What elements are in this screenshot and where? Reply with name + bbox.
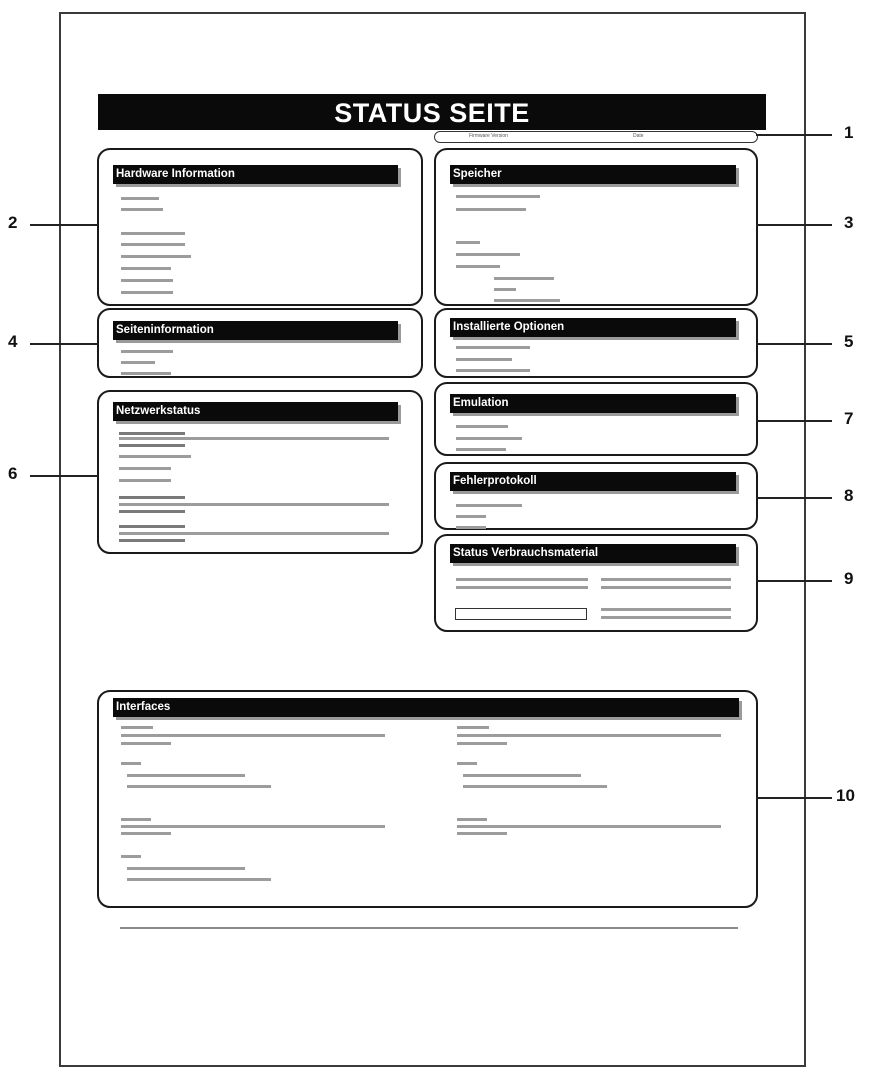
text-line [494, 288, 516, 291]
text-line [121, 762, 141, 765]
status-verbrauchsmaterial-header: Status Verbrauchsmaterial [450, 544, 736, 563]
callout-line-5 [756, 343, 832, 345]
callout-line-9 [756, 580, 832, 582]
text-line [119, 510, 185, 513]
text-line [456, 578, 588, 581]
firmware-label: Firmware Version [469, 133, 508, 139]
text-line [121, 291, 173, 294]
text-line [456, 586, 588, 589]
text-line [456, 253, 520, 256]
text-line [456, 241, 480, 244]
text-line [121, 832, 171, 835]
text-line [121, 350, 173, 353]
callout-number-4: 4 [8, 332, 18, 351]
text-line [463, 774, 581, 777]
callout-line-3 [756, 224, 832, 226]
netzwerkstatus-box [97, 390, 423, 554]
text-line [127, 867, 245, 870]
text-line [456, 425, 508, 428]
text-line [456, 526, 486, 529]
text-line [121, 255, 191, 258]
text-line [121, 825, 385, 828]
text-line [121, 742, 171, 745]
callout-number-3: 3 [844, 213, 854, 232]
netzwerkstatus-header: Netzwerkstatus [113, 402, 398, 421]
text-line [457, 832, 507, 835]
toner-level-bar [455, 608, 587, 620]
text-line [457, 762, 477, 765]
text-line [494, 299, 560, 302]
callout-number-9: 9 [844, 569, 854, 588]
text-line [457, 818, 487, 821]
text-line [601, 578, 731, 581]
text-line [119, 496, 185, 499]
text-line [121, 818, 151, 821]
fehlerprotokoll-header: Fehlerprotokoll [450, 472, 736, 491]
callout-line-6 [30, 475, 98, 477]
text-line [456, 346, 530, 349]
speicher-box [434, 148, 758, 306]
text-line [119, 444, 185, 447]
callout-number-5: 5 [844, 332, 854, 351]
speicher-header: Speicher [450, 165, 736, 184]
callout-line-1 [756, 134, 832, 136]
callout-number-6: 6 [8, 464, 18, 483]
text-line [121, 726, 153, 729]
text-line [457, 726, 489, 729]
text-line [463, 785, 607, 788]
text-line [121, 734, 385, 737]
text-line [121, 361, 155, 364]
text-line [121, 279, 173, 282]
text-line [121, 267, 171, 270]
seiteninformation-box [97, 308, 423, 378]
text-line [119, 455, 191, 458]
callout-number-8: 8 [844, 486, 854, 505]
interfaces-header: Interfaces [113, 698, 739, 717]
text-line [119, 503, 389, 506]
text-line [456, 358, 512, 361]
callout-number-2: 2 [8, 213, 18, 232]
text-line [456, 515, 486, 518]
text-line [119, 525, 185, 528]
text-line [456, 195, 540, 198]
text-line [127, 785, 271, 788]
text-line [127, 878, 271, 881]
text-line [119, 437, 389, 440]
text-line [119, 479, 171, 482]
callout-line-10 [756, 797, 832, 799]
callout-number-10: 10 [836, 786, 855, 805]
emulation-box [434, 382, 758, 456]
emulation-header: Emulation [450, 394, 736, 413]
text-line [456, 369, 530, 372]
text-line [119, 467, 171, 470]
callout-number-7: 7 [844, 409, 854, 428]
text-line [494, 277, 554, 280]
seiteninformation-header: Seiteninformation [113, 321, 398, 340]
text-line [121, 232, 185, 235]
text-line [456, 504, 522, 507]
fehlerprotokoll-box [434, 462, 758, 530]
callout-line-7 [756, 420, 832, 422]
text-line [121, 372, 171, 375]
date-label: Date [633, 133, 644, 139]
text-line [457, 734, 721, 737]
page-title: STATUS SEITE [98, 94, 766, 130]
text-line [121, 855, 141, 858]
text-line [456, 448, 506, 451]
text-line [457, 742, 507, 745]
text-line [119, 432, 185, 435]
text-line [456, 437, 522, 440]
text-line [121, 243, 185, 246]
text-line [601, 616, 731, 619]
hardware-information-header: Hardware Information [113, 165, 398, 184]
installierte-optionen-box [434, 308, 758, 378]
text-line [601, 586, 731, 589]
footer-rule [120, 927, 738, 929]
callout-number-1: 1 [844, 123, 854, 142]
text-line [127, 774, 245, 777]
callout-line-8 [756, 497, 832, 499]
text-line [456, 208, 526, 211]
interfaces-box [97, 690, 758, 908]
text-line [601, 608, 731, 611]
hardware-information-box [97, 148, 423, 306]
text-line [119, 532, 389, 535]
installierte-optionen-header: Installierte Optionen [450, 318, 736, 337]
text-line [119, 539, 185, 542]
text-line [456, 265, 500, 268]
callout-line-2 [30, 224, 98, 226]
status-verbrauchsmaterial-box [434, 534, 758, 632]
text-line [121, 197, 159, 200]
callout-line-4 [30, 343, 98, 345]
firmware-date-strip [434, 131, 758, 143]
text-line [457, 825, 721, 828]
text-line [121, 208, 163, 211]
